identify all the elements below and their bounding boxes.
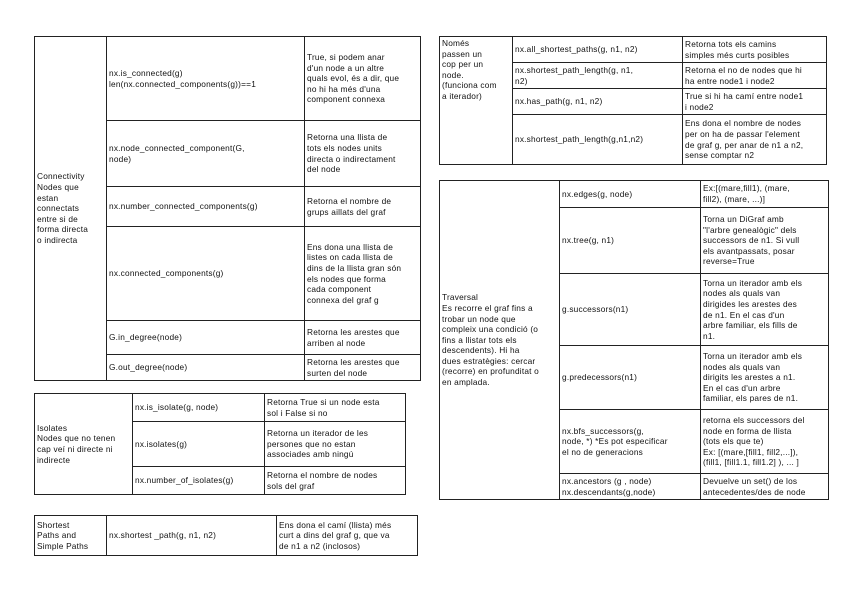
shortest-paths-table	[34, 515, 418, 556]
function-cell: nx.is_isolate(g, node)	[133, 394, 265, 422]
function-cell: nx.isolates(g)	[133, 422, 265, 467]
table-row	[35, 37, 421, 121]
description-cell: Devuelve un set() de los antecedentes/des de node	[701, 474, 829, 500]
function-cell: nx.node_connected_component(G, node)	[107, 121, 305, 187]
description-cell: Retorna el nombre de nodes sols del graf	[265, 467, 406, 495]
nomes-category: Només passen un cop per un node. (funciona com a iterador)	[440, 37, 513, 165]
table-row	[440, 181, 829, 208]
description-cell: Retorna tots els camins simples més curts posibles	[683, 37, 827, 63]
description-cell: Retorna el no de nodes que hi ha entre node1 i node2	[683, 63, 827, 89]
description-cell: True si hi ha camí entre node1 i node2	[683, 89, 827, 115]
function-cell: nx.is_connected(g) len(nx.connected_components(g))==1	[107, 37, 305, 121]
description-cell: Ens dona una llista de listes on cada llista de dins de la llista gran són els nodes que forma cada component connexa del graf g	[305, 227, 421, 321]
description-cell: Torna un iterador amb els nodes als quals van dirigides les arestes des de n1. En el cas d'un arbre familiar, els fills de n1.	[701, 274, 829, 346]
connectivity-category: Connectivity Nodes que estan connectats entre si de forma directa o indirecta	[35, 37, 107, 381]
function-cell: nx.ancestors (g , node) nx.descendants(g,node)	[560, 474, 701, 500]
isolates-category: Isolates Nodes que no tenen cap veí ni directe ni indirecte	[35, 394, 133, 495]
function-cell: nx.shortest _path(g, n1, n2)	[107, 516, 277, 556]
description-cell: Retorna un iterador de les persones que no estan associades amb ningú	[265, 422, 406, 467]
table-row	[35, 516, 418, 556]
function-cell: nx.all_shortest_paths(g, n1, n2)	[513, 37, 683, 63]
traversal-table	[439, 180, 829, 500]
function-cell: nx.tree(g, n1)	[560, 208, 701, 274]
function-cell: nx.shortest_path_length(g,n1,n2)	[513, 115, 683, 165]
traversal-category: Traversal Es recorre el graf fins a trobar un node que compleix una condició (o fins a llistar tots els descendents). Hi ha dues estratègies: cercar (recorre) en profunditat o en amplada.	[440, 181, 560, 500]
function-cell: g.successors(n1)	[560, 274, 701, 346]
function-cell: nx.number_connected_components(g)	[107, 187, 305, 227]
function-cell: nx.number_of_isolates(g)	[133, 467, 265, 495]
table-row	[440, 37, 827, 63]
function-cell: nx.has_path(g, n1, n2)	[513, 89, 683, 115]
function-cell: G.out_degree(node)	[107, 355, 305, 381]
description-cell: Retorna les arestes que surten del node	[305, 355, 421, 381]
description-cell: Retorna les arestes que arriben al node	[305, 321, 421, 355]
description-cell: Ex:[(mare,fill1), (mare, fill2), (mare, ...)]	[701, 181, 829, 208]
function-cell: G.in_degree(node)	[107, 321, 305, 355]
function-cell: nx.bfs_successors(g, node, *) *Es pot especificar el no de generacions	[560, 410, 701, 474]
table-row	[35, 394, 406, 422]
description-cell: Ens dona el nombre de nodes per on ha de passar l'element de graf g, per anar de n1 a n2, sense comptar n2	[683, 115, 827, 165]
description-cell: Retorna el nombre de grups aillats del graf	[305, 187, 421, 227]
description-cell: Ens dona el camí (llista) més curt a dins del graf g, que va de n1 a n2 (inclosos)	[277, 516, 418, 556]
description-cell: Torna un DiGraf amb "l'arbre genealògic" dels successors de n1. Si vull els avantpassats, posar reverse=True	[701, 208, 829, 274]
isolates-table	[34, 393, 406, 495]
description-cell: retorna els successors del node en forma de llista (tots els que te) Ex: [(mare,[fill1, fill2,...]), (fill1, [fill1.1, fill1.2] ), ... ]	[701, 410, 829, 474]
description-cell: True, si podem anar d'un node a un altre quals evol, és a dir, que no hi ha més d'una component connexa	[305, 37, 421, 121]
function-cell: nx.connected_components(g)	[107, 227, 305, 321]
function-cell: g.predecessors(n1)	[560, 346, 701, 410]
description-cell: Retorna True si un node esta sol i False si no	[265, 394, 406, 422]
connectivity-table	[34, 36, 421, 381]
description-cell: Torna un iterador amb els nodes als quals van dirigits les arestes a n1. En el cas d'un arbre familiar, els pares de n1.	[701, 346, 829, 410]
nomes-table	[439, 36, 827, 165]
function-cell: nx.edges(g, node)	[560, 181, 701, 208]
shortest-category: Shortest Paths and Simple Paths	[35, 516, 107, 556]
function-cell: nx.shortest_path_length(g, n1, n2)	[513, 63, 683, 89]
description-cell: Retorna una llista de tots els nodes units directa o indirectament del node	[305, 121, 421, 187]
